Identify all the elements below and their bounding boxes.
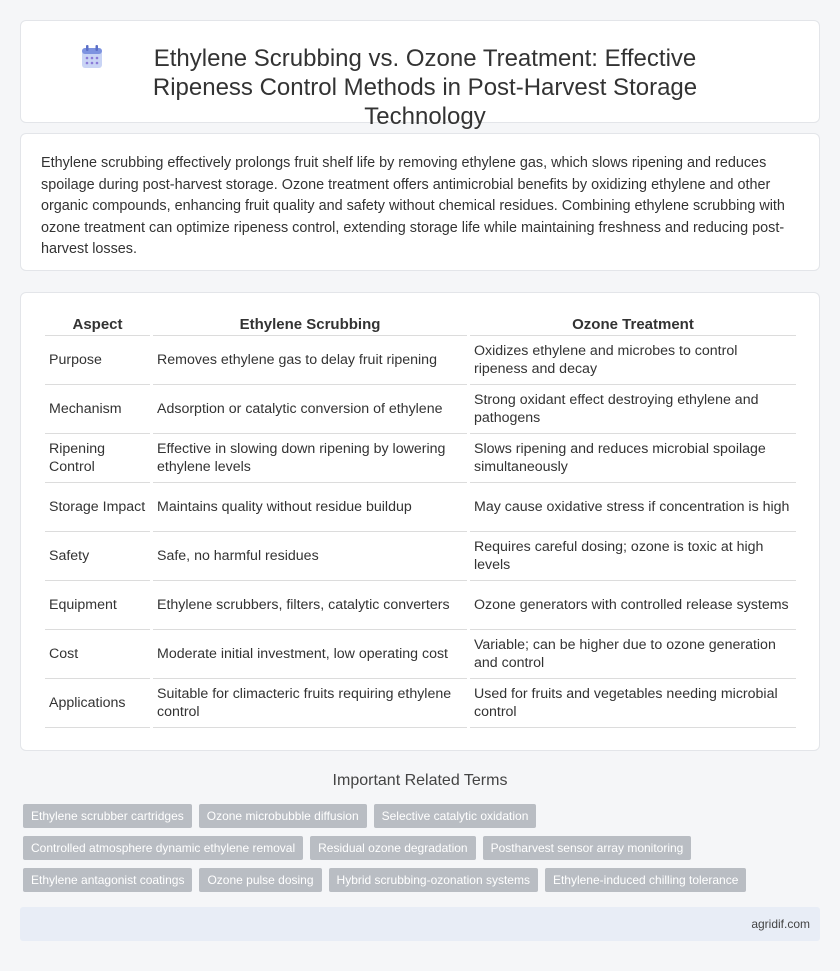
ethylene-cell: Safe, no harmful residues [153,532,467,581]
related-term-tag[interactable]: Residual ozone degradation [310,836,475,860]
related-term-tag[interactable]: Ethylene scrubber cartridges [23,804,192,828]
ethylene-cell: Adsorption or catalytic conversion of ethylene [153,385,467,434]
footer [20,907,820,941]
table-row [45,679,796,728]
ozone-cell: Ozone generators with controlled release systems [470,581,796,630]
comparison-card [20,292,820,751]
aspect-cell: Applications [45,679,150,728]
tag-row [23,868,823,892]
header-ethylene-scrubbing: Ethylene Scrubbing [153,314,467,336]
ethylene-cell: Ethylene scrubbers, filters, catalytic converters [153,581,467,630]
ozone-cell: Strong oxidant effect destroying ethylene and pathogens [470,385,796,434]
table-row [45,434,796,483]
page-title: Ethylene Scrubbing vs. Ozone Treatment: Effective Ripeness Control Methods in Post-Harvest Storage Technology [152,45,698,130]
title-card [20,20,820,130]
related-term-tag[interactable]: Ozone pulse dosing [199,868,321,892]
aspect-cell: Equipment [45,581,150,630]
ethylene-cell: Moderate initial investment, low operating cost [153,630,467,679]
ozone-cell: Used for fruits and vegetables needing microbial control [470,679,796,728]
ethylene-cell: Removes ethylene gas to delay fruit ripening [153,336,467,385]
related-terms-list [23,804,823,900]
tag-row [23,804,823,828]
table-row [45,581,796,630]
related-term-tag[interactable]: Ethylene antagonist coatings [23,868,192,892]
aspect-cell: Storage Impact [45,483,150,532]
table-row [45,336,796,385]
aspect-cell: Ripening Control [45,434,150,483]
summary-text: Ethylene scrubbing effectively prolongs fruit shelf life by removing ethylene gas, which slows ripening and reduces spoilage during post-harvest storage. Ozone treatment offers antimicrobial benefits by oxidizing ethylene and other organic compounds, enhancing fruit quality and safety without chemical residues. Combining ethylene scrubbing with ozone treatment can optimize ripeness control, extending storage life while maintaining freshness and reducing post-harvest losses. [41,155,785,258]
aspect-cell: Safety [45,532,150,581]
ozone-cell: May cause oxidative stress if concentration is high [470,483,796,532]
header-aspect: Aspect [45,314,150,336]
related-term-tag[interactable]: Ozone microbubble diffusion [199,804,367,828]
comparison-table [42,314,799,728]
related-term-tag[interactable]: Postharvest sensor array monitoring [483,836,692,860]
aspect-cell: Purpose [45,336,150,385]
ozone-cell: Variable; can be higher due to ozone generation and control [470,630,796,679]
related-terms-title: Important Related Terms [332,772,508,789]
aspect-cell: Cost [45,630,150,679]
ozone-cell: Slows ripening and reduces microbial spoilage simultaneously [470,434,796,483]
ozone-cell: Oxidizes ethylene and microbes to control ripeness and decay [470,336,796,385]
table-row [45,630,796,679]
related-term-tag[interactable]: Hybrid scrubbing-ozonation systems [329,868,538,892]
related-term-tag[interactable]: Selective catalytic oxidation [374,804,537,828]
ethylene-cell: Maintains quality without residue buildup [153,483,467,532]
footer-site-link[interactable]: agridif.com [751,917,810,931]
table-header-row [45,314,796,336]
table-row [45,483,796,532]
table-row [45,532,796,581]
summary-card [20,133,820,271]
related-term-tag[interactable]: Controlled atmosphere dynamic ethylene removal [23,836,303,860]
tag-row [23,836,823,860]
ethylene-cell: Effective in slowing down ripening by lowering ethylene levels [153,434,467,483]
ozone-cell: Requires careful dosing; ozone is toxic at high levels [470,532,796,581]
ethylene-cell: Suitable for climacteric fruits requiring ethylene control [153,679,467,728]
header-ozone-treatment: Ozone Treatment [470,314,796,336]
table-row [45,385,796,434]
related-term-tag[interactable]: Ethylene-induced chilling tolerance [545,868,746,892]
aspect-cell: Mechanism [45,385,150,434]
